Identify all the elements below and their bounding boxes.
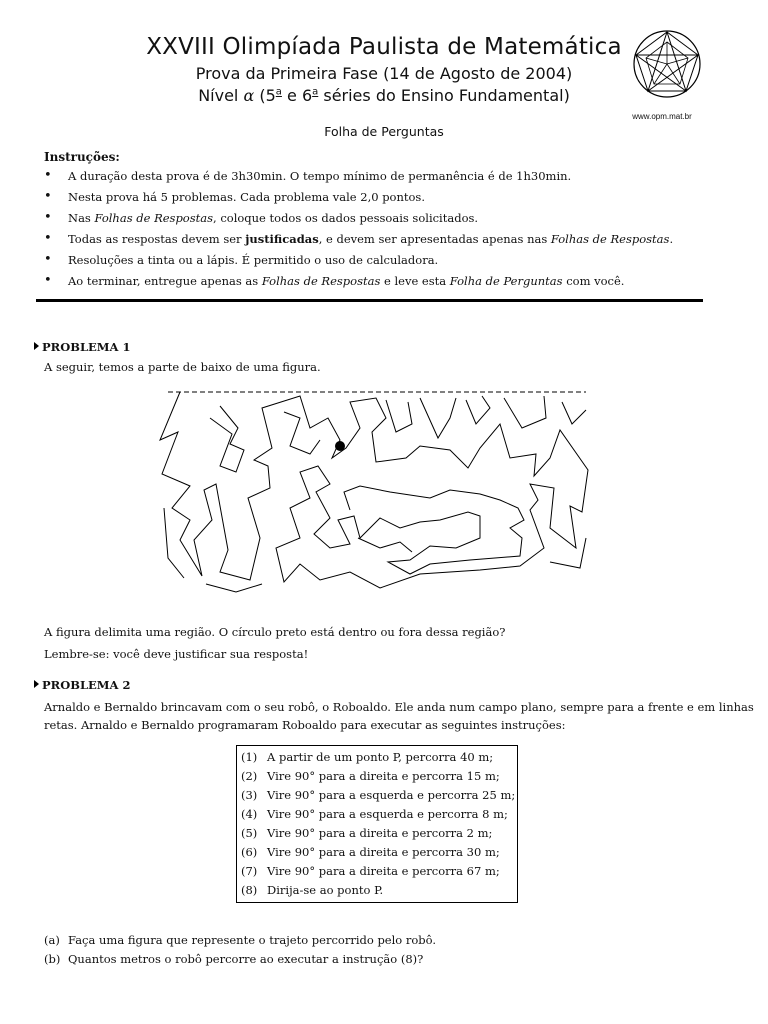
level-prefix: Nível xyxy=(198,86,239,105)
level-mid: e 6 xyxy=(281,86,313,105)
instruction-item: • Todas as respostas devem ser justificadas, e devem ser apresentadas apenas nas Folhas de Respostas. xyxy=(44,231,704,252)
problem-1-reminder: Lembre-se: você deve justificar sua resposta! xyxy=(44,647,309,661)
robot-instruction: (4) Vire 90° para a esquerda e percorra 8 m; xyxy=(241,807,508,821)
pentagram-logo-icon xyxy=(632,28,702,98)
problem-2-question-a: (a) Faça uma figura que represente o trajeto percorrido pelo robô. xyxy=(44,933,437,947)
instruction-item: • Resoluções a tinta ou a lápis. É permitido o uso de calculadora. xyxy=(44,252,704,273)
robot-instruction: (6) Vire 90° para a direita e percorra 30 m; xyxy=(241,845,500,859)
instruction-item: • Nesta prova há 5 problemas. Cada problema vale 2,0 pontos. xyxy=(44,189,704,210)
robot-instruction: (5) Vire 90° para a direita e percorra 2 m; xyxy=(241,826,493,840)
problem-1-question: A figura delimita uma região. O círculo preto está dentro ou fora dessa região? xyxy=(44,625,506,639)
instructions-list xyxy=(44,168,704,294)
triangle-bullet-icon xyxy=(34,342,39,350)
instructions-heading: Instruções: xyxy=(44,150,120,164)
header-divider xyxy=(36,299,703,302)
level-sup-1: a xyxy=(275,86,282,98)
instruction-item: • A duração desta prova é de 3h30min. O tempo mínimo de permanência é de 1h30min. xyxy=(44,168,704,189)
problem-1-label: PROBLEMA 1 xyxy=(34,340,130,354)
sheet-title: Folha de Perguntas xyxy=(324,124,444,139)
level-sup-2: a xyxy=(312,86,319,98)
level-rest: séries do Ensino Fundamental) xyxy=(318,86,570,105)
problem-2-question-b: (b) Quantos metros o robô percorre ao executar a instrução (8)? xyxy=(44,952,424,966)
maze-figure xyxy=(150,388,600,598)
level-alpha: α xyxy=(243,86,255,105)
problem-2-label: PROBLEMA 2 xyxy=(34,678,130,692)
robot-instruction: (2) Vire 90° para a direita e percorra 15 m; xyxy=(241,769,500,783)
robot-instruction: (1) A partir de um ponto P, percorra 40 m; xyxy=(241,750,494,764)
problem-2-intro-line-2: retas. Arnaldo e Bernaldo programaram Roboaldo para executar as seguintes instruções: xyxy=(44,718,566,732)
level-open: (5 xyxy=(254,86,276,105)
exam-subtitle: Prova da Primeira Fase (14 de Agosto de 2004) xyxy=(195,64,573,83)
robot-instructions-box xyxy=(236,745,518,903)
exam-title: XXVIII Olimpíada Paulista de Matemática xyxy=(146,34,622,60)
instruction-item: • Ao terminar, entregue apenas as Folhas de Respostas e leve esta Folha de Perguntas com você. xyxy=(44,273,704,294)
robot-instruction: (3) Vire 90° para a esquerda e percorra 25 m; xyxy=(241,788,516,802)
instruction-item: • Nas Folhas de Respostas, coloque todos os dados pessoais solicitados. xyxy=(44,210,704,231)
problem-2-intro-line-1: Arnaldo e Bernaldo brincavam com o seu robô, o Roboaldo. Ele anda num campo plano, sempre para a frente e em linhas xyxy=(44,700,754,714)
problem-1-intro: A seguir, temos a parte de baixo de uma figura. xyxy=(44,360,321,374)
robot-instruction: (7) Vire 90° para a direita e percorra 67 m; xyxy=(241,864,500,878)
triangle-bullet-icon xyxy=(34,680,39,688)
website-url: www.opm.mat.br xyxy=(632,112,692,121)
robot-instruction: (8) Dirija-se ao ponto P. xyxy=(241,883,384,897)
